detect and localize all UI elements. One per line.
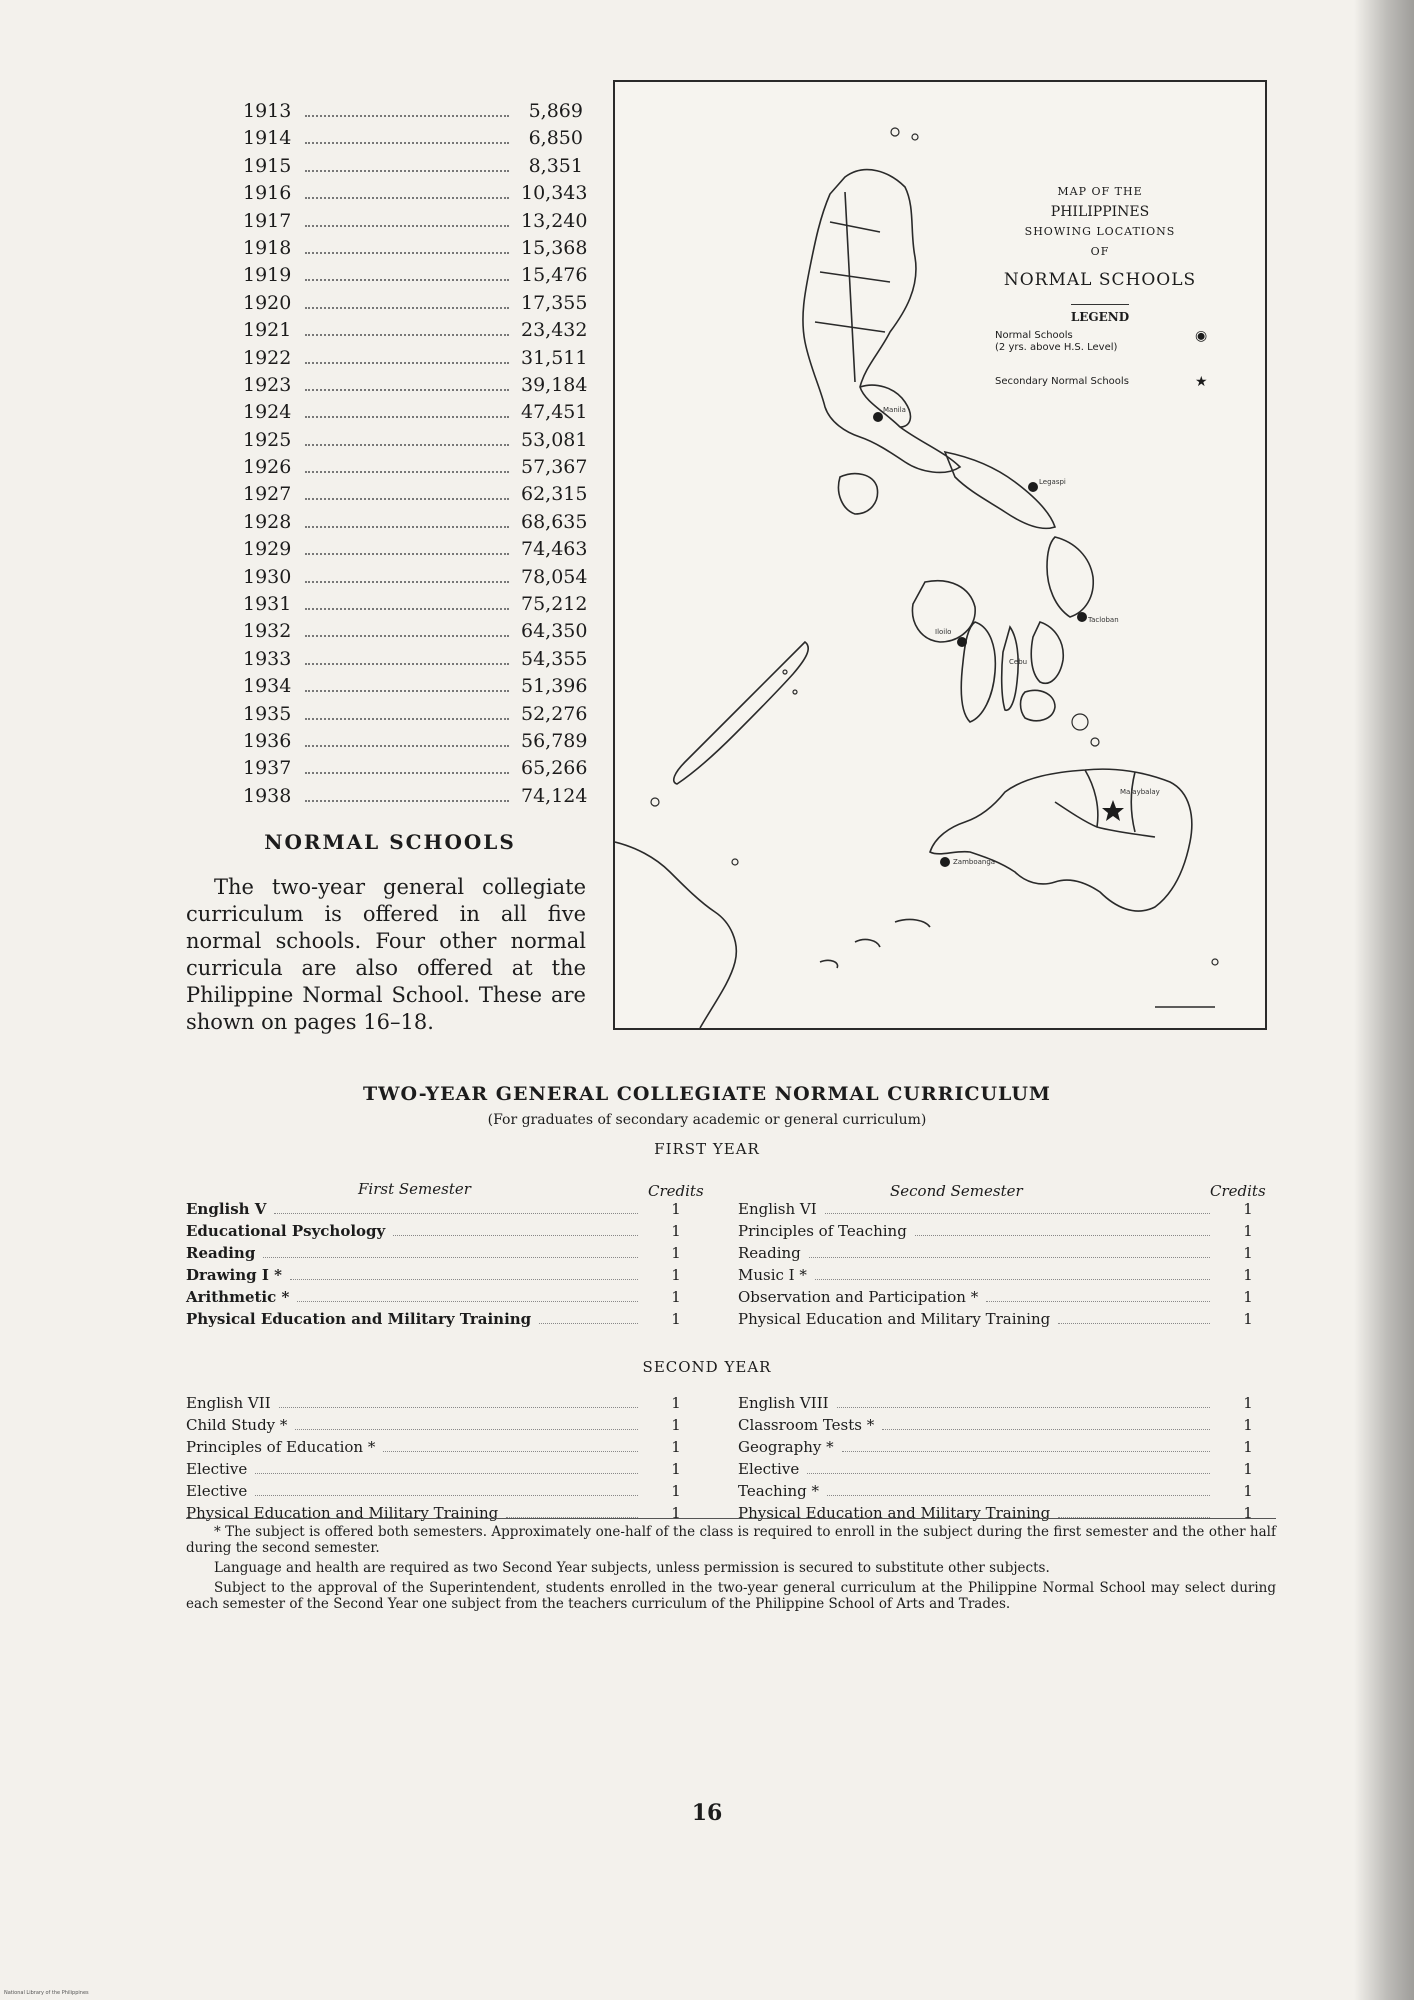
course-credit: 1 bbox=[1243, 1504, 1253, 1522]
body-paragraph: The two-year general collegiate curriculum is offered in all five normal schools. Four other normal curricula are also offered at the Philippine Normal School. These are shown on pages 16–18. bbox=[186, 875, 586, 1034]
leader-dots bbox=[305, 388, 509, 391]
place-label: Malaybalay bbox=[1120, 788, 1160, 796]
star-icon: ★ bbox=[1195, 374, 1208, 390]
leader-dots bbox=[274, 1213, 638, 1214]
place-label: Legaspi bbox=[1039, 478, 1066, 486]
enrollment-value: 15,476 bbox=[521, 264, 588, 287]
course-name: Physical Education and Military Training bbox=[738, 1504, 1051, 1522]
enrollment-row bbox=[243, 127, 583, 154]
enrollment-year: 1933 bbox=[243, 647, 292, 670]
leader-dots bbox=[807, 1473, 1210, 1474]
enrollment-row bbox=[243, 373, 588, 401]
course-credit: 1 bbox=[671, 1288, 681, 1306]
second-year-label: SECOND YEAR bbox=[642, 1358, 772, 1376]
legend-normal-label: Normal Schools bbox=[995, 330, 1073, 341]
enrollment-row bbox=[243, 236, 588, 264]
course-row bbox=[738, 1460, 1278, 1482]
enrollment-year: 1921 bbox=[243, 319, 292, 342]
course-name: Elective bbox=[738, 1460, 800, 1478]
course-name: Reading bbox=[738, 1244, 801, 1262]
enrollment-year: 1917 bbox=[243, 209, 292, 232]
course-row bbox=[186, 1200, 706, 1222]
enrollment-year: 1923 bbox=[243, 373, 292, 396]
course-credit: 1 bbox=[1243, 1438, 1253, 1456]
footnote: * The subject is offered both semesters. Approximately one-half of the class is required to enroll in the subject during the first semester and the other half during the second semester. bbox=[186, 1524, 1276, 1556]
enrollment-value: 17,355 bbox=[521, 291, 588, 314]
leader-dots bbox=[295, 1429, 638, 1430]
course-credit: 1 bbox=[671, 1222, 681, 1240]
course-row bbox=[738, 1504, 1278, 1526]
course-row bbox=[186, 1288, 706, 1310]
enrollment-value: 10,343 bbox=[521, 182, 588, 205]
leader-dots bbox=[882, 1429, 1210, 1430]
course-row bbox=[738, 1200, 1278, 1222]
enrollment-list bbox=[243, 100, 588, 812]
leader-dots bbox=[915, 1235, 1210, 1236]
first-year-first-semester-courses bbox=[186, 1200, 706, 1332]
leader-dots bbox=[305, 497, 509, 500]
course-name: Observation and Participation * bbox=[738, 1288, 979, 1306]
enrollment-value: 8,351 bbox=[528, 154, 583, 177]
map-title-line1: MAP OF THE bbox=[1057, 185, 1143, 198]
enrollment-row bbox=[243, 155, 583, 182]
enrollment-year: 1918 bbox=[243, 236, 292, 259]
footnotes bbox=[186, 1524, 1276, 1616]
leader-dots bbox=[305, 224, 509, 227]
enrollment-row bbox=[243, 647, 588, 675]
course-name: Arithmetic * bbox=[186, 1288, 290, 1306]
leader-dots bbox=[305, 634, 509, 637]
enrollment-year: 1920 bbox=[243, 291, 292, 314]
course-row bbox=[738, 1438, 1278, 1460]
curriculum-subtitle: (For graduates of secondary academic or general curriculum) bbox=[487, 1112, 927, 1128]
enrollment-row bbox=[243, 729, 588, 757]
leader-dots bbox=[825, 1213, 1210, 1214]
course-name: English VIII bbox=[738, 1394, 829, 1412]
leader-dots bbox=[290, 1279, 638, 1280]
enrollment-value: 15,368 bbox=[521, 236, 588, 259]
legend-secondary-label: Secondary Normal Schools bbox=[995, 376, 1129, 387]
enrollment-row bbox=[243, 757, 588, 784]
course-name: Physical Education and Military Training bbox=[186, 1310, 532, 1328]
enrollment-value: 74,463 bbox=[521, 538, 588, 561]
course-name: English V bbox=[186, 1200, 267, 1218]
footnote-divider bbox=[186, 1518, 1276, 1519]
enrollment-row bbox=[243, 593, 588, 620]
enrollment-year: 1932 bbox=[243, 620, 292, 643]
course-row bbox=[738, 1310, 1278, 1332]
leader-dots bbox=[279, 1407, 638, 1408]
first-year-second-semester-courses bbox=[738, 1200, 1278, 1332]
enrollment-year: 1926 bbox=[243, 456, 292, 479]
course-row bbox=[186, 1244, 706, 1266]
leader-dots bbox=[1058, 1323, 1210, 1324]
enrollment-row bbox=[243, 675, 588, 702]
legend-normal-sublabel: (2 yrs. above H.S. Level) bbox=[995, 342, 1118, 353]
enrollment-value: 78,054 bbox=[521, 565, 588, 588]
leader-dots bbox=[305, 306, 509, 309]
course-credit: 1 bbox=[1243, 1288, 1253, 1306]
normal-school-icon: ◉ bbox=[1195, 328, 1208, 344]
enrollment-year: 1929 bbox=[243, 538, 292, 561]
leader-dots bbox=[827, 1495, 1210, 1496]
first-year-label: FIRST YEAR bbox=[654, 1140, 760, 1158]
course-credit: 1 bbox=[671, 1200, 681, 1218]
footnote: Language and health are required as two Second Year subjects, unless permission is secured to substitute other subjects. bbox=[214, 1560, 1050, 1576]
enrollment-year: 1922 bbox=[243, 346, 292, 369]
leader-dots bbox=[305, 415, 509, 418]
enrollment-value: 51,396 bbox=[521, 675, 588, 698]
legend-normal-schools bbox=[995, 328, 1208, 354]
course-row bbox=[738, 1416, 1278, 1438]
enrollment-value: 6,850 bbox=[528, 127, 583, 150]
enrollment-row bbox=[243, 620, 588, 647]
course-credit: 1 bbox=[671, 1266, 681, 1284]
leader-dots bbox=[305, 771, 509, 774]
enrollment-value: 56,789 bbox=[521, 729, 588, 752]
credits-heading-right: Credits bbox=[1210, 1182, 1266, 1200]
enrollment-year: 1936 bbox=[243, 729, 292, 752]
page-edge-shadow bbox=[1354, 0, 1414, 2000]
course-row bbox=[738, 1266, 1278, 1288]
course-name: Elective bbox=[186, 1482, 248, 1500]
course-row bbox=[186, 1438, 706, 1460]
course-name: Physical Education and Military Training bbox=[738, 1310, 1051, 1328]
enrollment-year: 1934 bbox=[243, 675, 292, 698]
enrollment-row bbox=[243, 182, 588, 209]
course-row bbox=[738, 1244, 1278, 1266]
course-row bbox=[186, 1416, 706, 1438]
enrollment-year: 1916 bbox=[243, 182, 292, 205]
leader-dots bbox=[305, 141, 509, 144]
enrollment-row bbox=[243, 456, 588, 483]
philippines-map bbox=[613, 80, 1267, 1030]
legend-heading: LEGEND bbox=[1071, 304, 1129, 327]
map-title-of: OF bbox=[1090, 245, 1110, 258]
enrollment-row bbox=[243, 346, 588, 374]
place-label: Manila bbox=[883, 406, 906, 414]
enrollment-value: 13,240 bbox=[521, 209, 588, 232]
course-name: Reading bbox=[186, 1244, 256, 1262]
course-name: Teaching * bbox=[738, 1482, 820, 1500]
course-name: Classroom Tests * bbox=[738, 1416, 875, 1434]
course-row bbox=[738, 1482, 1278, 1504]
leader-dots bbox=[305, 196, 509, 199]
section-heading: NORMAL SCHOOLS bbox=[264, 830, 516, 854]
enrollment-year: 1938 bbox=[243, 784, 292, 807]
leader-dots bbox=[297, 1301, 638, 1302]
curriculum-title: TWO-YEAR GENERAL COLLEGIATE NORMAL CURRICULUM bbox=[363, 1083, 1051, 1105]
leader-dots bbox=[305, 717, 509, 720]
leader-dots bbox=[842, 1451, 1210, 1452]
course-name: English VII bbox=[186, 1394, 271, 1412]
leader-dots bbox=[809, 1257, 1210, 1258]
course-row bbox=[186, 1222, 706, 1244]
map-title-line2: PHILIPPINES bbox=[1050, 204, 1150, 220]
footnote: Subject to the approval of the Superintendent, students enrolled in the two-year general curriculum at the Philippine Normal School may select during each semester of the Second Year one subject from the teachers curriculum of the Philippine School of Arts and Trades. bbox=[186, 1580, 1276, 1612]
leader-dots bbox=[305, 552, 509, 555]
legend-secondary-normal-schools bbox=[995, 374, 1208, 390]
course-credit: 1 bbox=[1243, 1310, 1253, 1328]
enrollment-value: 52,276 bbox=[521, 702, 588, 725]
leader-dots bbox=[305, 580, 509, 583]
course-name: Child Study * bbox=[186, 1416, 288, 1434]
course-credit: 1 bbox=[1243, 1266, 1253, 1284]
course-credit: 1 bbox=[671, 1460, 681, 1478]
map-title bbox=[985, 182, 1215, 327]
enrollment-value: 57,367 bbox=[521, 456, 588, 479]
course-name: Drawing I * bbox=[186, 1266, 282, 1284]
first-semester-heading: First Semester bbox=[358, 1180, 471, 1198]
enrollment-year: 1935 bbox=[243, 702, 292, 725]
credits-heading-left: Credits bbox=[648, 1182, 704, 1200]
enrollment-row bbox=[243, 483, 588, 510]
leader-dots bbox=[986, 1301, 1210, 1302]
leader-dots bbox=[255, 1473, 638, 1474]
enrollment-year: 1925 bbox=[243, 428, 292, 451]
course-credit: 1 bbox=[671, 1438, 681, 1456]
course-credit: 1 bbox=[671, 1416, 681, 1434]
enrollment-year: 1928 bbox=[243, 510, 292, 533]
enrollment-row bbox=[243, 209, 588, 237]
enrollment-year: 1915 bbox=[243, 154, 292, 177]
enrollment-row bbox=[243, 702, 588, 730]
leader-dots bbox=[305, 361, 509, 364]
leader-dots bbox=[305, 799, 509, 802]
leader-dots bbox=[305, 169, 509, 172]
place-label: Iloilo bbox=[935, 628, 952, 636]
enrollment-year: 1924 bbox=[243, 401, 292, 424]
enrollment-year: 1919 bbox=[243, 264, 292, 287]
second-year-first-semester-courses bbox=[186, 1394, 706, 1526]
course-credit: 1 bbox=[671, 1394, 681, 1412]
enrollment-value: 64,350 bbox=[521, 620, 588, 643]
course-credit: 1 bbox=[1243, 1244, 1253, 1262]
leader-dots bbox=[383, 1451, 638, 1452]
enrollment-row bbox=[243, 510, 588, 538]
enrollment-row bbox=[243, 264, 588, 291]
course-credit: 1 bbox=[671, 1310, 681, 1328]
course-row bbox=[186, 1394, 706, 1416]
enrollment-value: 62,315 bbox=[521, 483, 588, 506]
place-label: Tacloban bbox=[1088, 616, 1119, 624]
course-row bbox=[186, 1482, 706, 1504]
place-label: Cebu bbox=[1009, 658, 1028, 666]
leader-dots bbox=[255, 1495, 638, 1496]
course-row bbox=[738, 1288, 1278, 1310]
course-credit: 1 bbox=[1243, 1482, 1253, 1500]
second-year-second-semester-courses bbox=[738, 1394, 1278, 1526]
course-row bbox=[186, 1266, 706, 1288]
course-credit: 1 bbox=[1243, 1416, 1253, 1434]
leader-dots bbox=[305, 443, 509, 446]
course-row bbox=[738, 1394, 1278, 1416]
enrollment-year: 1930 bbox=[243, 565, 292, 588]
course-row bbox=[186, 1504, 706, 1526]
course-name: Music I * bbox=[738, 1266, 807, 1284]
leader-dots bbox=[539, 1323, 638, 1324]
map-title-line3: SHOWING LOCATIONS bbox=[1024, 225, 1176, 238]
leader-dots bbox=[305, 251, 509, 254]
enrollment-year: 1937 bbox=[243, 757, 292, 780]
course-credit: 1 bbox=[671, 1244, 681, 1262]
leader-dots bbox=[393, 1235, 638, 1236]
leader-dots bbox=[305, 278, 509, 281]
enrollment-row bbox=[243, 291, 588, 319]
course-credit: 1 bbox=[671, 1504, 681, 1522]
enrollment-row bbox=[243, 100, 583, 127]
course-name: Elective bbox=[186, 1460, 248, 1478]
place-label: Zamboanga bbox=[953, 858, 996, 866]
enrollment-value: 5,869 bbox=[528, 100, 583, 122]
course-credit: 1 bbox=[1243, 1222, 1253, 1240]
page-number: 16 bbox=[691, 1800, 723, 1826]
enrollment-value: 75,212 bbox=[521, 593, 588, 616]
course-row bbox=[186, 1460, 706, 1482]
enrollment-row bbox=[243, 401, 588, 428]
enrollment-year: 1913 bbox=[243, 100, 292, 122]
leader-dots bbox=[837, 1407, 1210, 1408]
course-credit: 1 bbox=[1243, 1200, 1253, 1218]
leader-dots bbox=[305, 689, 509, 692]
leader-dots bbox=[305, 607, 509, 610]
second-semester-heading: Second Semester bbox=[890, 1182, 1023, 1200]
archive-stamp: National Library of the Philippines bbox=[4, 1990, 89, 1996]
course-name: Principles of Teaching bbox=[738, 1222, 907, 1240]
enrollment-value: 74,124 bbox=[521, 784, 588, 807]
leader-dots bbox=[305, 470, 509, 473]
enrollment-value: 65,266 bbox=[521, 757, 588, 780]
course-row bbox=[186, 1310, 706, 1332]
course-name: Principles of Education * bbox=[186, 1438, 376, 1456]
course-credit: 1 bbox=[1243, 1394, 1253, 1412]
course-row bbox=[738, 1222, 1278, 1244]
enrollment-value: 31,511 bbox=[521, 346, 588, 369]
enrollment-value: 23,432 bbox=[521, 319, 588, 342]
course-name: English VI bbox=[738, 1200, 817, 1218]
leader-dots bbox=[305, 662, 509, 665]
enrollment-row bbox=[243, 428, 588, 456]
leader-dots bbox=[305, 114, 509, 117]
enrollment-row bbox=[243, 784, 588, 812]
leader-dots bbox=[263, 1257, 638, 1258]
enrollment-value: 47,451 bbox=[521, 401, 588, 424]
enrollment-year: 1927 bbox=[243, 483, 292, 506]
enrollment-value: 68,635 bbox=[521, 510, 588, 533]
leader-dots bbox=[305, 333, 509, 336]
course-credit: 1 bbox=[1243, 1460, 1253, 1478]
enrollment-row bbox=[243, 319, 588, 346]
course-name: Geography * bbox=[738, 1438, 834, 1456]
leader-dots bbox=[305, 525, 509, 528]
course-name: Physical Education and Military Training bbox=[186, 1504, 499, 1522]
enrollment-value: 53,081 bbox=[521, 428, 588, 451]
course-name: Educational Psychology bbox=[186, 1222, 386, 1240]
enrollment-year: 1931 bbox=[243, 593, 292, 616]
enrollment-row bbox=[243, 538, 588, 565]
map-title-main: NORMAL SCHOOLS bbox=[1003, 270, 1197, 290]
enrollment-year: 1914 bbox=[243, 127, 292, 150]
enrollment-value: 54,355 bbox=[521, 647, 588, 670]
enrollment-row bbox=[243, 565, 588, 593]
leader-dots bbox=[815, 1279, 1210, 1280]
course-credit: 1 bbox=[671, 1482, 681, 1500]
leader-dots bbox=[305, 744, 509, 747]
enrollment-value: 39,184 bbox=[521, 373, 588, 396]
